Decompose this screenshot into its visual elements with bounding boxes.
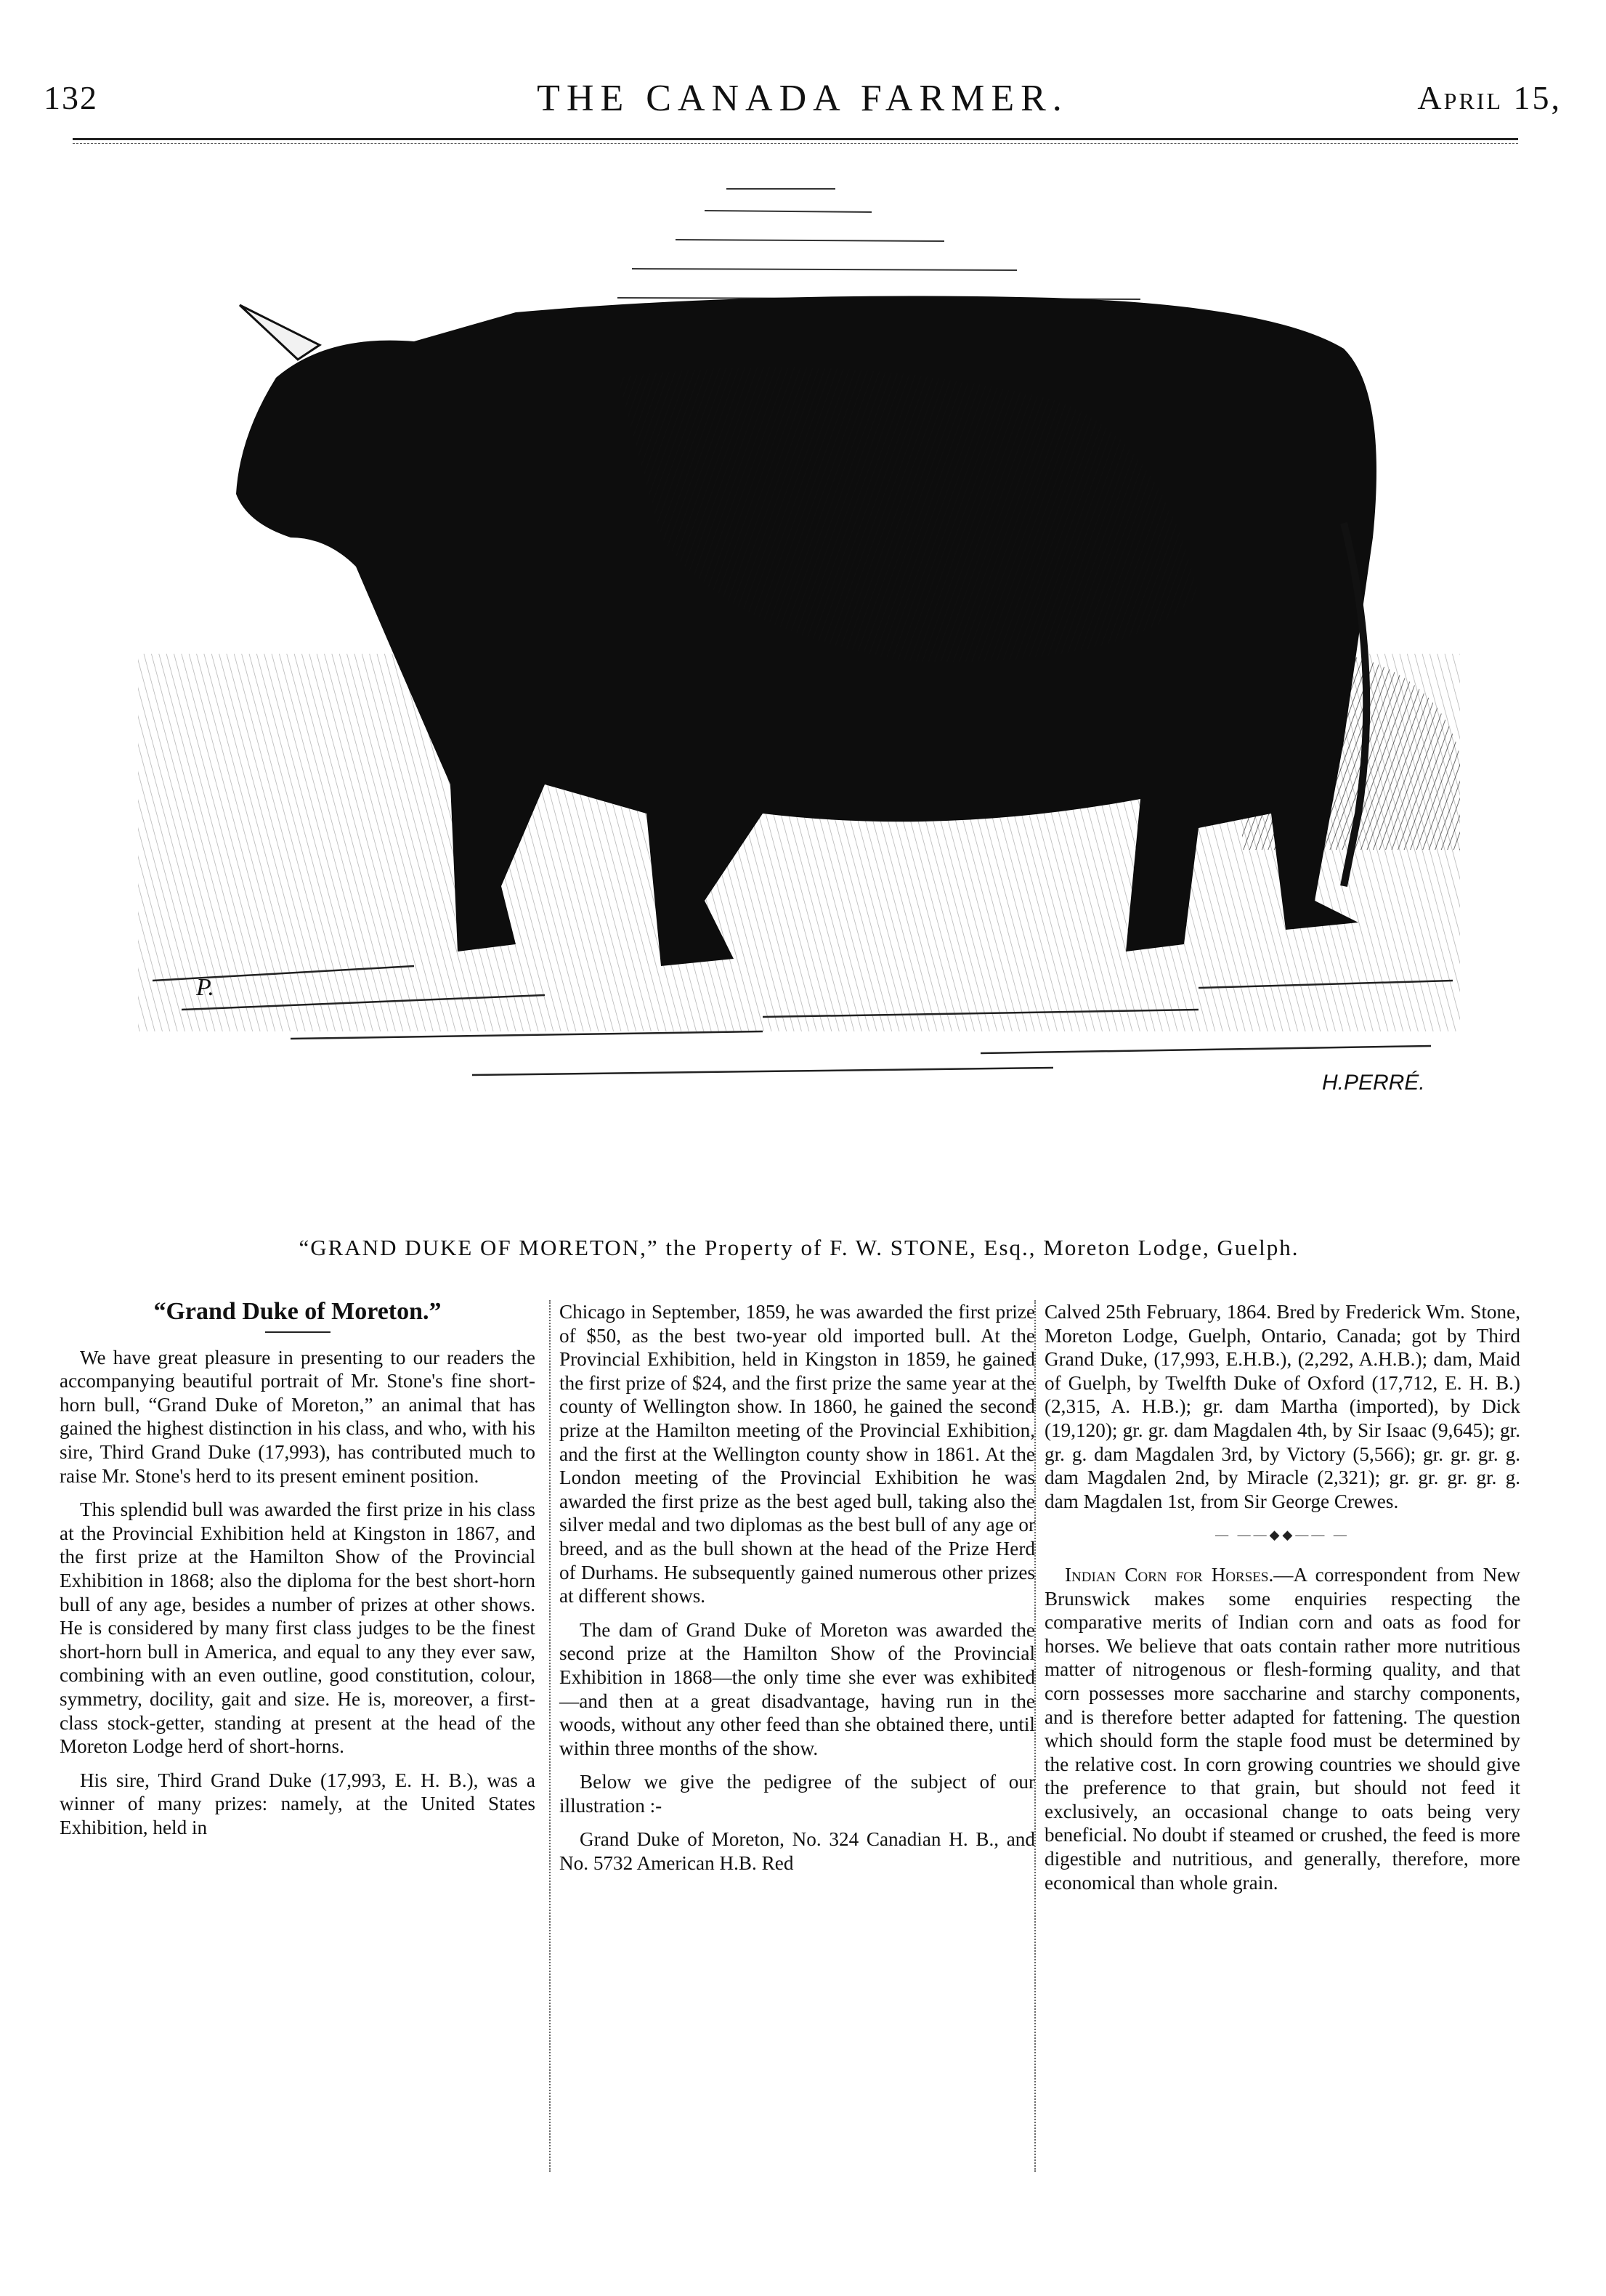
section-divider: — ——◆◆—— —	[1215, 1528, 1350, 1543]
pedigree-intro: Grand Duke of Moreton, No. 324 Canadian H. B., and No. 5732 American H.B. Red	[559, 1828, 1035, 1875]
column-separator	[1034, 1300, 1036, 2172]
engraver-mark-left: P.	[196, 974, 214, 1001]
paragraph: We have great pleasure in presenting to our readers the accompanying beautiful portrait of Mr. Stone's fine short-horn bull, “Grand Duke of Moreton,” an animal that has gained the highest distinction in his class, and who, with his sire, Third Grand Duke (17,993), has contributed much to raise Mr. Stone's herd to its present eminent position.	[60, 1346, 535, 1487]
page-header	[44, 78, 1562, 137]
sidebar-heading: Indian Corn for Horses.	[1065, 1563, 1274, 1586]
column-1	[60, 1300, 535, 1849]
article-title: “Grand Duke of Moreton.”	[153, 1298, 442, 1325]
paragraph: Chicago in September, 1859, he was awarded the first prize of $50, as the best two-year old imported bull. At the Provincial Exhibition, held in Kingston in 1859, he gained the first prize of $24, and the first prize the same year at the county of Wellington show. In 1860, he gained the second prize at the Hamilton meeting of the Provincial Exhibition, and the first at the Wellington county show in 1861. At the London meeting of the Provincial Exhibition he was awarded the first prize as the best aged bull, taking also the silver medal and two diplomas as the best bull of any age or breed, and as the bull shown at the head of the Prize Herd of Durhams. He subsequently gained numerous other prizes at different shows.	[559, 1301, 1035, 1607]
bull-engraving	[109, 160, 1489, 1235]
illustration-caption: “GRAND DUKE OF MORETON,” the Property of F. W. STONE, Esq., Moreton Lodge, Guelph.	[299, 1235, 1299, 1260]
paragraph: This splendid bull was awarded the first prize in his class at the Provincial Exhibition held at Kingston in 1867, and the first prize at the Hamilton Show of the Provincial Exhibition in 1868; also the diploma for the best short-horn bull of any age, besides a number of prizes at other shows. He is considered by many first class judges to be the finest short-horn bull in America, and equal to any they ever saw, combining with an even outline, good constitution, colour, symmetry, docility, gait and size. He is, moreover, a first-class stock-getter, standing at present at the head of the Moreton Lodge herd of short-horns.	[60, 1498, 535, 1758]
masthead: THE CANADA FARMER.	[537, 78, 1068, 119]
pedigree-text: Calved 25th February, 1864. Bred by Frederick Wm. Stone, Moreton Lodge, Guelph, Ontario, Canada; got by Third Grand Duke, (17,993, E.H.B.), (2,292, A.H.B.); dam, Maid of Guelph, by Twelfth Duke of Oxford (17,712, E. H. B.) (2,315, A. H.B.); gr. dam Martha (imported), by Dick (19,120); gr. gr. dam Magdalen 4th, by Sir Isaac (9,645); gr. gr. g. dam Magdalen 3rd, by Victory (5,566); gr. gr. gr. g. dam Magdalen 2nd, by Miracle (2,321); gr. gr. gr. gr. g. dam Magdalen 1st, from Sir George Crewes.	[1045, 1301, 1520, 1512]
column-2	[559, 1300, 1035, 1886]
page-number: 132	[44, 79, 98, 116]
issue-date: April 15,	[1417, 79, 1562, 116]
sidebar-body: —A correspondent from New Brunswick makes some enquiries respecting the comparative merits of Indian corn and oats as food for horses. We believe that oats contain rather more nutritious matter of nitrogenous or flesh-forming quality, and that corn possesses more saccharine and starchy components, and is therefore better adapted for fattening. The question which should form the staple food must be determined by the relative cost. In corn growing countries we should give the preference to that grain, but should not feed it exclusively, an occasional change to oats being very beneficial. No doubt if steamed or crushed, the feed is more digestible and nutritious, and generally, therefore, more economical than whole grain.	[1045, 1563, 1520, 1894]
sidebar-item	[1045, 1563, 1520, 1894]
paragraph: His sire, Third Grand Duke (17,993, E. H. B.), was a winner of many prizes: namely, at the United States Exhibition, held in	[60, 1769, 535, 1838]
header-rule	[73, 138, 1518, 144]
paragraph: Below we give the pedigree of the subject of our illustration :-	[559, 1771, 1035, 1817]
column-3	[1045, 1300, 1520, 1904]
paragraph: The dam of Grand Duke of Moreton was awarded the second prize at the Hamilton Show of the Provincial Exhibition in 1868—the only time she ever was exhibited—and then at a great disadvantage, having run in the woods, without any other feed than she obtained there, until within three months of the show.	[559, 1618, 1035, 1759]
column-separator	[549, 1300, 551, 2172]
title-rule	[265, 1331, 330, 1333]
engraver-signature: H.PERRÉ.	[1322, 1071, 1425, 1095]
